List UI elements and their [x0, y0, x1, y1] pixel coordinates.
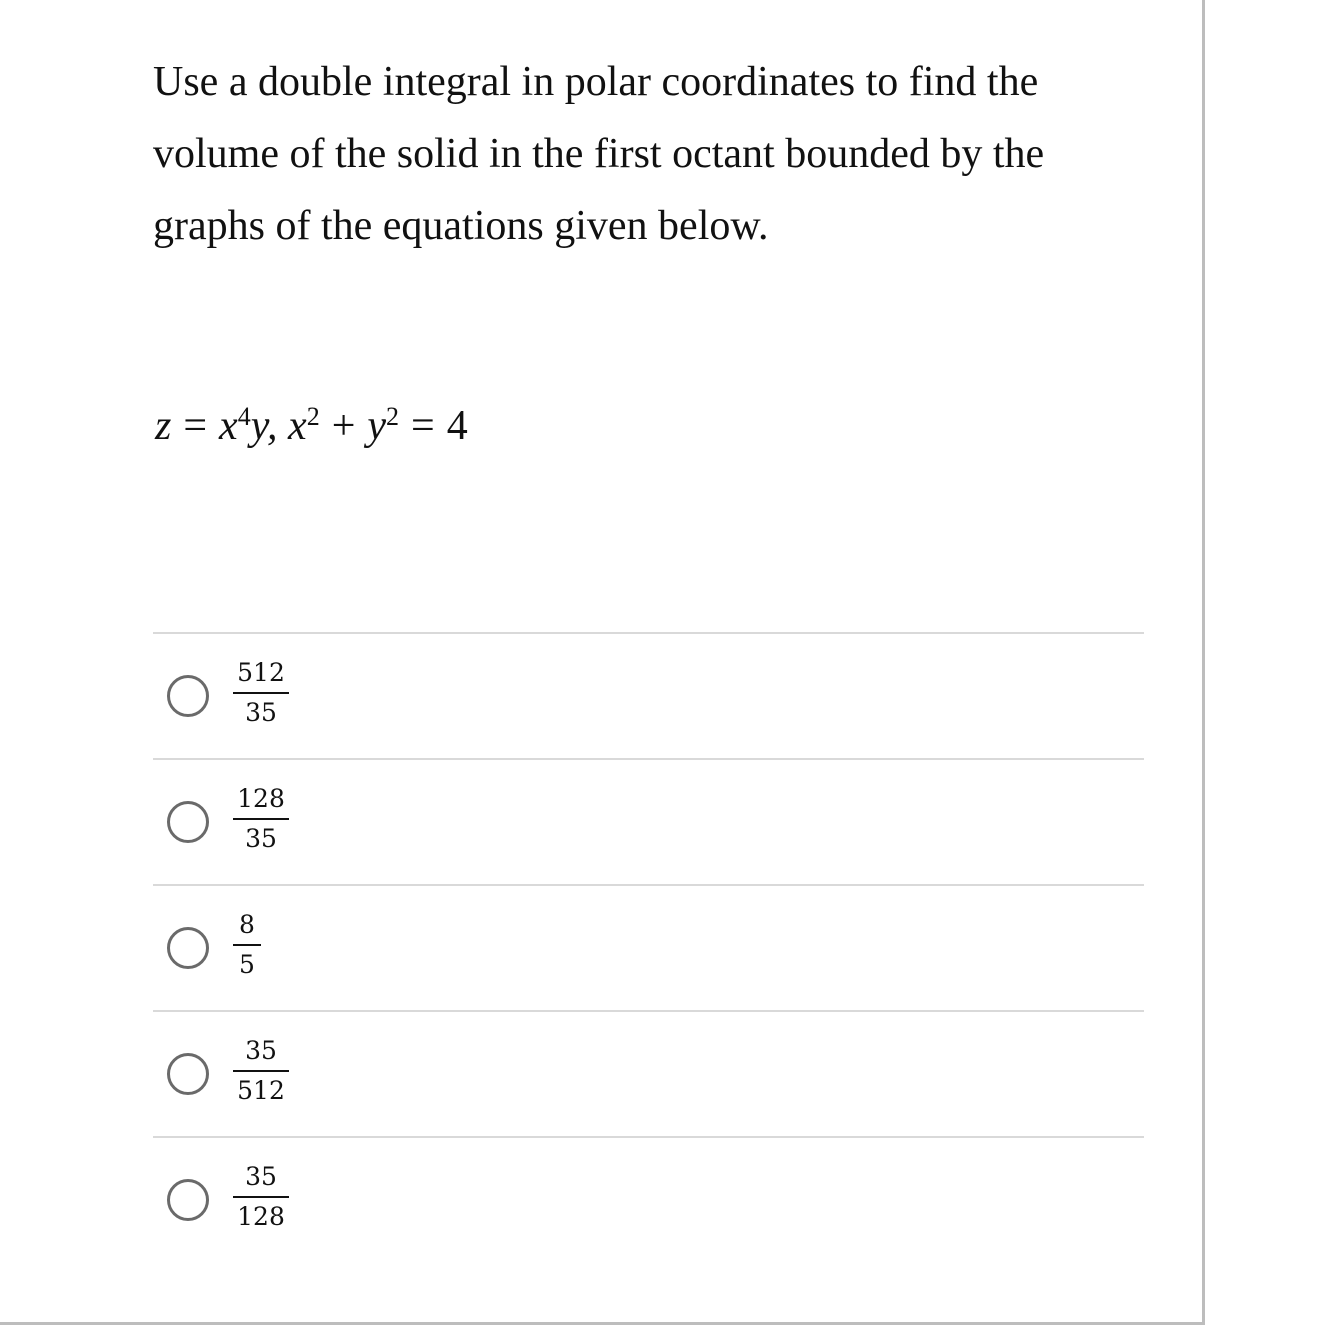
equation-rhs: 4 [446, 403, 468, 449]
equation-equals-2: = [411, 403, 435, 449]
answer-fraction [233, 1162, 289, 1232]
fraction-numerator: 128 [233, 784, 289, 820]
radio-button-icon[interactable] [167, 801, 209, 843]
answer-option[interactable] [153, 632, 1144, 758]
fraction-numerator: 8 [233, 910, 261, 946]
answer-options [153, 632, 1144, 1262]
fraction-denominator: 35 [245, 698, 277, 727]
equation-plus: + [331, 403, 356, 449]
equation-equals: = [183, 403, 208, 449]
radio-button-icon[interactable] [167, 1179, 209, 1221]
equation-x: x [219, 403, 238, 449]
answer-fraction [233, 658, 289, 728]
radio-button-icon[interactable] [167, 927, 209, 969]
answer-fraction [233, 784, 289, 854]
equation-x-exponent: 4 [237, 402, 251, 431]
answer-fraction [233, 1036, 289, 1106]
fraction-numerator: 512 [233, 658, 289, 694]
radio-button-icon[interactable] [167, 1053, 209, 1095]
fraction-denominator: 35 [245, 824, 277, 853]
equation-z: z [155, 403, 172, 449]
answer-option[interactable] [153, 884, 1144, 1010]
fraction-numerator: 35 [233, 1162, 289, 1198]
answer-option[interactable] [153, 1136, 1144, 1262]
question-text: Use a double integral in polar coordinates to find the volume of the solid in the first octant bounded by the graphs of the equations given below. [153, 59, 1045, 249]
fraction-denominator: 128 [237, 1202, 285, 1231]
answer-option[interactable] [153, 1010, 1144, 1136]
equation-y-squared-base: y [367, 403, 387, 449]
fraction-denominator: 5 [239, 950, 255, 979]
equation [155, 396, 468, 461]
equation-x-squared-exponent: 2 [306, 402, 320, 431]
radio-button-icon[interactable] [167, 675, 209, 717]
equation-y: y, [250, 403, 278, 449]
equation-y-squared-exponent: 2 [386, 402, 400, 431]
fraction-denominator: 512 [237, 1076, 285, 1105]
fraction-numerator: 35 [233, 1036, 289, 1072]
answer-fraction [233, 910, 261, 980]
answer-option[interactable] [153, 758, 1144, 884]
equation-x-squared-base: x [288, 403, 307, 449]
